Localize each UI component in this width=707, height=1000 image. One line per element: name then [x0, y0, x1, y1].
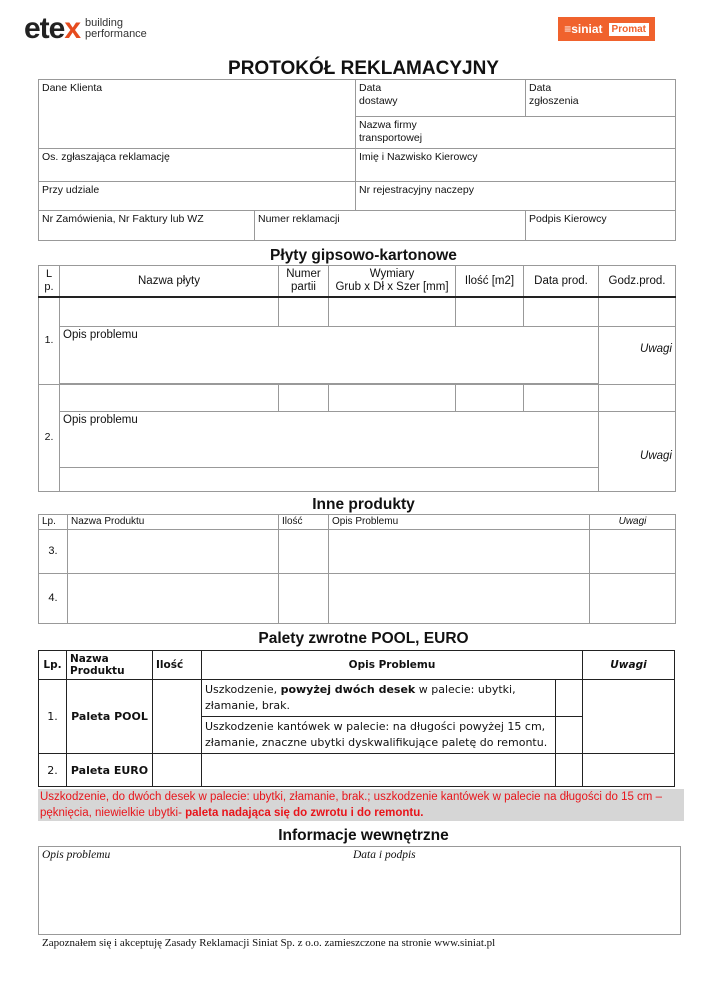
plyty-row-2-uwagi-label: Uwagi: [640, 449, 672, 462]
inne-header-opis: Opis Problemu: [329, 515, 590, 530]
przy-udziale-cell: [39, 182, 356, 211]
palety-section-title: Palety zwrotne POOL, EURO: [258, 630, 469, 647]
palety-h-nazwa-2: Produktu: [70, 665, 125, 677]
palety-opis-1-c: w palecie: ubytki, złamanie, brak.: [205, 683, 516, 712]
palety-row-2-opis[interactable]: [202, 754, 556, 787]
podpis-kierowcy-cell: [526, 211, 676, 241]
plyty-row-1-uwagi-label: Uwagi: [640, 342, 672, 355]
dane-klienta-label: Dane Klienta: [42, 82, 103, 94]
plyty-header-ilosc: Ilość [m2]: [456, 266, 524, 298]
palety-header-nazwa: [67, 651, 153, 680]
inne-header-uwagi: Uwagi: [590, 515, 676, 530]
palety-row-1-opis-2: Uszkodzenie kantówek w palecie: na długości powyżej 15 cm, złamanie, znaczne ubytki dyskwalifikujące paletę do remontu.: [202, 717, 556, 754]
inne-row-3-nazwa[interactable]: [68, 530, 279, 574]
data-zgloszenia-label-1: Data: [529, 82, 552, 94]
nr-rej-cell: [356, 182, 676, 211]
plyty-header-wymiary: [329, 266, 456, 298]
firma-transportowa-cell: [356, 117, 676, 149]
inne-row-3-lp: 3.: [39, 530, 68, 574]
plyty-header-lp: [39, 266, 60, 298]
plyty-row-1-opis[interactable]: [60, 326, 599, 383]
plyty-header-godz: Godz.prod.: [599, 266, 676, 298]
data-zgloszenia-label-2: zgłoszenia: [529, 95, 579, 107]
etex-logo-text: ete: [24, 12, 65, 45]
plyty-header-nazwa: Nazwa płyty: [60, 266, 279, 298]
plyty-row-2-uwagi[interactable]: [599, 411, 676, 491]
plyty-row-1-uwagi[interactable]: [599, 326, 676, 384]
plyty-row-1-opis-label: Opis problemu: [63, 328, 138, 341]
inne-header-nazwa: Nazwa Produktu: [68, 515, 279, 530]
plyty-row-1-ilosc[interactable]: [456, 297, 524, 326]
plyty-h-partia-1: Numer: [286, 268, 321, 280]
przy-udziale-label: Przy udziale: [42, 184, 100, 196]
plyty-row-2-nazwa[interactable]: [60, 384, 279, 411]
inne-row-3-uwagi[interactable]: [590, 530, 676, 574]
palety-row-1-name: Paleta POOL: [67, 680, 153, 754]
internal-opis-label: Opis problemu: [42, 849, 111, 861]
kierowca-label: Imię i Nazwisko Kierowcy: [359, 151, 478, 163]
plyty-section-title: Płyty gipsowo-kartonowe: [270, 247, 457, 264]
palety-row-1-lp: 1.: [39, 680, 67, 754]
palety-row-1-check-2[interactable]: [556, 717, 583, 754]
firma-label-1: Nazwa firmy: [359, 119, 417, 131]
palety-header-uwagi: Uwagi: [583, 651, 675, 680]
palety-table: [38, 650, 675, 787]
data-dostawy-label-1: Data: [359, 82, 382, 94]
plyty-h-lp-2: p.: [44, 281, 54, 293]
plyty-row-1-nazwa[interactable]: [60, 297, 279, 326]
palety-header-opis: Opis Problemu: [202, 651, 583, 680]
nr-reklamacji-cell: [255, 211, 526, 241]
inne-row-3-opis[interactable]: [329, 530, 590, 574]
inne-table: [38, 514, 676, 624]
note-part-2: paleta nadająca się do zwrotu i do remontu.: [185, 807, 424, 819]
data-dostawy-label-2: dostawy: [359, 95, 398, 107]
plyty-row-2-godz[interactable]: [599, 384, 676, 411]
podpis-kierowcy-label: Podpis Kierowcy: [529, 213, 607, 225]
plyty-row-2-extra[interactable]: [60, 467, 599, 491]
plyty-row-2-wymiary[interactable]: [329, 384, 456, 411]
internal-data-podpis-label: Data i podpis: [353, 849, 416, 861]
palety-row-1-check-1[interactable]: [556, 680, 583, 717]
etex-tagline-1: building: [85, 17, 123, 29]
inne-header-lp: Lp.: [39, 515, 68, 530]
nr-rej-label: Nr rejestracyjny naczepy: [359, 184, 474, 196]
firma-label-2: transportowej: [359, 132, 423, 144]
plyty-row-2-lp: 2.: [39, 384, 60, 491]
palety-header-ilosc: Ilość: [153, 651, 202, 680]
siniat-promat-logo: [558, 17, 655, 41]
palety-opis-1-b: powyżej dwóch desek: [280, 683, 416, 696]
palety-row-1-opis-1: [202, 680, 556, 717]
plyty-h-lp-1: L: [45, 268, 53, 280]
nr-zamowienia-label: Nr Zamówienia, Nr Faktury lub WZ: [42, 213, 204, 225]
etex-logo: [24, 14, 147, 44]
plyty-header-partia: [279, 266, 329, 298]
inne-row-4-opis[interactable]: [329, 574, 590, 624]
plyty-row-2-ilosc[interactable]: [456, 384, 524, 411]
nr-reklamacji-label: Numer reklamacji: [258, 213, 340, 225]
palety-h-nazwa-1: Nazwa: [70, 653, 109, 665]
pallet-return-note: [38, 789, 684, 821]
plyty-row-1-data[interactable]: [524, 297, 599, 326]
plyty-row-2-opis[interactable]: [60, 411, 599, 467]
inne-row-3-ilosc[interactable]: [279, 530, 329, 574]
page-title: PROTOKÓŁ REKLAMACYJNY: [228, 58, 499, 79]
palety-header-lp: Lp.: [39, 651, 67, 680]
palety-row-2-uwagi[interactable]: [583, 754, 675, 787]
plyty-row-1-partia[interactable]: [279, 297, 329, 326]
client-info-table: [38, 79, 676, 241]
plyty-row-2-opis-label: Opis problemu: [63, 413, 138, 426]
plyty-row-1-godz[interactable]: [599, 297, 676, 326]
plyty-row-1-lp: 1.: [39, 297, 60, 384]
promat-logo: Promat: [609, 23, 649, 36]
palety-row-1-uwagi[interactable]: [583, 680, 675, 754]
plyty-row-2-partia[interactable]: [279, 384, 329, 411]
inne-row-4-uwagi[interactable]: [590, 574, 676, 624]
palety-row-2-name: Paleta EURO: [67, 754, 153, 787]
siniat-logo: ≡siniat: [564, 22, 603, 36]
plyty-h-wym-1: Wymiary: [369, 268, 415, 280]
data-dostawy-cell: [356, 80, 526, 117]
palety-row-2-lp: 2.: [39, 754, 67, 787]
plyty-table: [38, 265, 676, 492]
plyty-row-2-data[interactable]: [524, 384, 599, 411]
dane-klienta-cell: [39, 80, 356, 149]
internal-info-box[interactable]: [39, 847, 681, 935]
inne-row-4-ilosc[interactable]: [279, 574, 329, 624]
palety-row-2-check[interactable]: [556, 754, 583, 787]
nr-zamowienia-cell: [39, 211, 255, 241]
data-zgloszenia-cell: [526, 80, 676, 117]
palety-row-1-ilosc[interactable]: [153, 680, 202, 754]
etex-tagline-2: performance: [85, 28, 147, 40]
os-zglaszajaca-label: Os. zgłaszająca reklamację: [42, 151, 170, 163]
plyty-h-wym-2: Grub x Dł x Szer [mm]: [335, 281, 449, 293]
inne-header-ilosc: Ilość: [279, 515, 329, 530]
plyty-h-partia-2: partii: [291, 281, 316, 293]
palety-row-2-ilosc[interactable]: [153, 754, 202, 787]
footer-note: Zapoznałem się i akceptuję Zasady Reklamacji Siniat Sp. z o.o. zamieszczone na stronie www.siniat.pl: [42, 937, 496, 949]
plyty-row-1-wymiary[interactable]: [329, 297, 456, 326]
etex-logo-x: x: [64, 12, 81, 45]
plyty-header-data: Data prod.: [524, 266, 599, 298]
inne-row-4-lp: 4.: [39, 574, 68, 624]
internal-info-table: [38, 846, 681, 935]
internal-section-title: Informacje wewnętrzne: [278, 827, 449, 844]
kierowca-cell: [356, 149, 676, 182]
os-zglaszajaca-cell: [39, 149, 356, 182]
note-part-1: Uszkodzenie, do dwóch desek w palecie: ubytki, złamanie, brak.; uszkodzenie kantówek w palecie na długości do 15 cm – pęknięcia, niewielkie ubytki-: [40, 791, 662, 819]
inne-section-title: Inne produkty: [312, 496, 415, 513]
palety-opis-1-a: Uszkodzenie,: [205, 683, 281, 696]
inne-row-4-nazwa[interactable]: [68, 574, 279, 624]
